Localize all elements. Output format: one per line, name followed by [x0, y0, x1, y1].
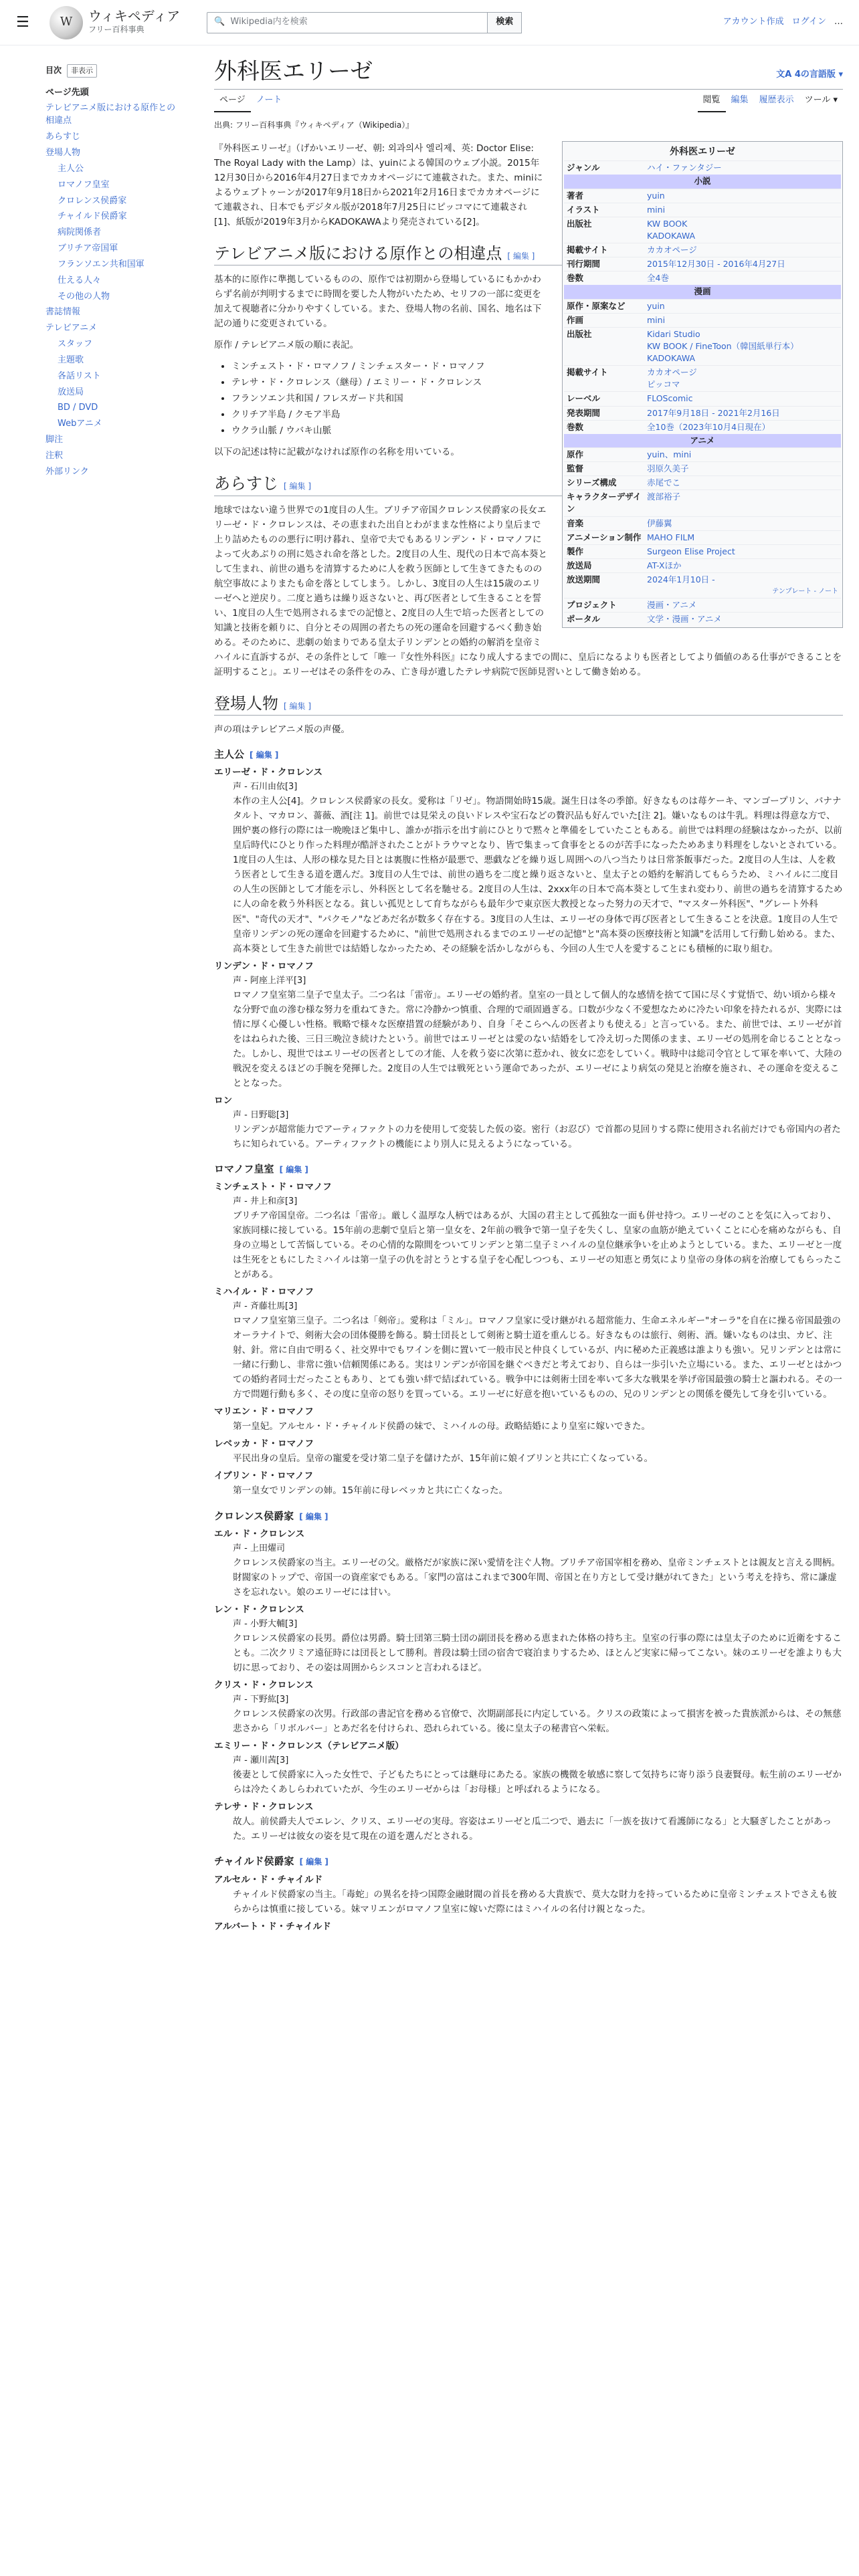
- toc-item[interactable]: [45, 354, 181, 367]
- infobox-key: イラスト: [567, 204, 600, 215]
- voice-actor: 声 - 上田燿司: [233, 1543, 285, 1553]
- edit-section-link[interactable]: [ 編集 ]: [280, 1165, 308, 1174]
- search-input[interactable]: [207, 12, 488, 33]
- toc-item-label: ブリチア帝国軍: [58, 243, 118, 254]
- toc-item-label: 登場人物: [45, 147, 81, 158]
- toc-item[interactable]: [45, 450, 181, 463]
- infobox-row: [564, 271, 841, 285]
- subsection-heading: [214, 1161, 843, 1177]
- language-selector[interactable]: 文A 4の言語版 ▾: [776, 70, 843, 80]
- toc-item[interactable]: [45, 275, 181, 288]
- infobox-key: 発表期間: [567, 407, 601, 418]
- character-list: [214, 1180, 843, 1498]
- toc-item-label: 注釈: [45, 451, 64, 461]
- infobox-row: [564, 299, 841, 313]
- infobox-row: [564, 313, 841, 327]
- character-name: ミハイル・ド・ロマノフ: [214, 1287, 314, 1298]
- toc-item[interactable]: [45, 291, 181, 304]
- translate-icon: 文A: [776, 70, 792, 80]
- infobox-row: [564, 391, 841, 405]
- infobox-value[interactable]: yuin、mini: [647, 449, 692, 459]
- edit-section-link[interactable]: [ 編集 ]: [507, 251, 535, 261]
- toc-item[interactable]: [45, 259, 181, 272]
- infobox-value[interactable]: 赤尾でこ: [647, 477, 681, 488]
- infobox-row: [564, 243, 841, 257]
- infobox-key: 作画: [567, 314, 584, 325]
- subsection-heading: [214, 1853, 843, 1869]
- tools-label: ツール: [804, 94, 831, 105]
- character-name: リンデン・ド・ロマノフ: [214, 960, 314, 972]
- infobox-key: 監督: [567, 463, 584, 474]
- voice-actor: 声 - 下野紘[3]: [233, 1695, 289, 1705]
- infobox-row: [564, 461, 841, 475]
- subsection-heading: [214, 1508, 843, 1524]
- wikipedia-globe-icon: W: [50, 6, 83, 39]
- paragraph: 原作 / テレビアニメ版の順に表記。: [214, 340, 359, 351]
- infobox-key: 出版社: [567, 218, 592, 229]
- toc-item[interactable]: [45, 227, 181, 239]
- infobox-row: [564, 475, 841, 490]
- character-name: レベッカ・ド・ロマノフ: [214, 1438, 314, 1450]
- character-description: 第一皇妃。アルセル・ド・チャイルド侯爵の妹で、ミハイルの母。政略結婚により皇室に嫁いできた。: [233, 1421, 651, 1432]
- tab-read[interactable]: 閲覧: [698, 94, 726, 112]
- character-description: チャイルド侯爵家の当主。「毒蛇」の異名を持つ国際金融財閥の首長を務める大貴族で、莫大な財力を持っているために皇帝ミンチェストでさえも彼らからは慎重に接している。妹マリエンがロマノフ皇室に嫁いだ際にはミハイルの名付け親となった。: [233, 1889, 837, 1915]
- voice-actor: 声 - 日野聡[3]: [233, 1109, 289, 1120]
- infobox-value[interactable]: mini: [647, 204, 666, 215]
- character-list: [214, 765, 843, 1152]
- search-form: [207, 12, 522, 33]
- character-name: エル・ド・クロレンス: [214, 1528, 305, 1539]
- infobox-row: [564, 217, 841, 243]
- character-name: クリス・ド・クロレンス: [214, 1680, 314, 1691]
- character-entry: [233, 1419, 843, 1434]
- character-name: アルバート・ド・チャイルド: [214, 1921, 331, 1932]
- infobox-row: [564, 406, 841, 420]
- tab-history[interactable]: 履歴表示: [759, 94, 794, 105]
- toc-item-label: ロマノフ皇室: [58, 179, 110, 190]
- infobox-value[interactable]: 2017年9月18日 - 2021年2月16日: [647, 407, 780, 418]
- toc-item-label: 病院関係者: [58, 227, 102, 238]
- infobox-section-header: 漫画: [564, 285, 841, 298]
- character-description: 後妻として侯爵家に入った女性で、子どもたちにとっては継母にあたる。家族の機微を敏感に察して気持ちに寄り添う良妻賢母。転生前のエリーゼからは冷たくあしらわれていたが、今生のエリーゼからは「お母様」と呼ばれるようになる。: [233, 1769, 842, 1796]
- subsection-title: チャイルド侯爵家: [214, 1855, 294, 1868]
- infobox-row: [564, 189, 841, 203]
- subsection-title: 主人公: [214, 748, 245, 761]
- toc-item-label: あらすじ: [45, 132, 81, 142]
- section-title: 登場人物: [214, 695, 278, 713]
- toc-item-label: テレビアニメ版における原作との相違点: [45, 103, 176, 126]
- toc-item[interactable]: [45, 370, 181, 383]
- page-tabs: [214, 94, 843, 112]
- toc-item[interactable]: [45, 434, 181, 447]
- toc-item-label: 主人公: [58, 163, 84, 174]
- table-of-contents: [16, 45, 190, 1937]
- character-entry: [233, 1753, 843, 1797]
- page-title: 外科医エリーゼ: [214, 60, 373, 84]
- toc-item[interactable]: [45, 466, 181, 479]
- infobox-value[interactable]: yuin: [647, 190, 665, 201]
- infobox-row: [564, 365, 841, 391]
- toc-item[interactable]: [45, 179, 181, 192]
- voice-actor: 声 - 小野大輔[3]: [233, 1618, 298, 1629]
- infobox-row: [564, 447, 841, 461]
- search-placeholder: Wikipedia内を検索: [230, 17, 308, 27]
- infobox-key: キャラクターデザイン: [567, 492, 642, 514]
- section-title: あらすじ: [214, 475, 278, 494]
- toc-item[interactable]: [45, 402, 181, 415]
- infobox: [562, 141, 843, 628]
- infobox-value[interactable]: 渡部裕子: [647, 492, 681, 502]
- toc-item-label: 書誌情報: [45, 307, 81, 318]
- character-entry: [233, 1541, 843, 1600]
- infobox-value[interactable]: 漫画・アニメ: [647, 599, 697, 610]
- character-name: エミリー・ド・クロレンス（テレビアニメ版）: [214, 1741, 404, 1752]
- subsection-heading: [214, 746, 843, 762]
- infobox-value[interactable]: Surgeon Elise Project: [647, 546, 735, 556]
- infobox-value[interactable]: AT-Xほか: [647, 560, 682, 570]
- character-name: ミンチェスト・ド・ロマノフ: [214, 1182, 332, 1193]
- character-description: リンデンが超常能力でアーティファクトの力を使用して変装した仮の姿。密行（お忍び）で首都の見回りする際に使用され名前だけでも帝国内の者たちに知られている。アーティファクトの機能により別人に見えるようになっている。: [233, 1123, 841, 1150]
- infobox-key: ポータル: [567, 613, 601, 624]
- toc-item[interactable]: [45, 131, 181, 144]
- toc-item-label: フランソエン共和国軍: [58, 259, 145, 270]
- character-entry: [233, 1451, 843, 1466]
- toc-item-label: テレビアニメ: [45, 323, 98, 334]
- template-link[interactable]: テンプレート - ノート: [772, 588, 838, 596]
- infobox-key: 原作・原案など: [567, 300, 626, 311]
- toc-item-label: その他の人物: [58, 291, 110, 302]
- toc-item-label: 仕える人々: [58, 275, 102, 286]
- site-logo[interactable]: [50, 6, 180, 39]
- voice-actor: 声 - 斉藤壮馬[3]: [233, 1301, 298, 1312]
- toc-item[interactable]: [45, 163, 181, 176]
- infobox-key: 出版社: [567, 328, 592, 339]
- list-item: • フランソエン共和国 / フレスガード共和国: [231, 391, 843, 406]
- toc-item-label: 各話リスト: [58, 370, 101, 381]
- toc-item-label: チャイルド侯爵家: [58, 211, 127, 222]
- toc-item[interactable]: [45, 387, 181, 399]
- character-name: アルセル・ド・チャイルド: [214, 1874, 323, 1885]
- infobox-value[interactable]: yuin: [647, 300, 665, 311]
- article-source: 出典: フリー百科事典『ウィキペディア（Wikipedia）』: [214, 120, 414, 130]
- synopsis-paragraph: 地球ではない違う世界での1度目の人生。ブリチア帝国クロレンス侯爵家の長女エリーゼ・ド・クロレンスは、その恵まれた出自とわがままな性格により皇后まで上り詰めたものの悪行に明け暮れ、皇帝で夫でもあるリンデン・ド・ロマノフによって火あぶりの刑に処され命を落とした。2度目の人生、現代の日本で高本葵として生まれ、前世の過ちを清算するために人を救う医師として生きてきたものの航空事故によりまたも命を落としてしまう。しかし、3度目の人生は15歳のエリーゼへと逆戻り。二度と過ちは繰り返さないと、再び医者として生きることを誓い、1度目の人生で処刑されるまでの記憶と、2度目の人生で培った医者としての知識と技術を頼りに、自分とその周囲の者たちの死の運命を回避するべく動き始める。そのために、悲劇の始まりである皇太子リンデンとの婚約の解消を皇帝ミハイルに直訴するが、その条件として「唯一『女性外科医』になり成人するまでの間に、皇后になるよりも医者としてより価値のある仕事ができることを証明すること」。エリーゼはその条件をのみ、亡き母が遺したテレサ病院で医師見習いとして働き始める。: [214, 504, 842, 677]
- infobox-row: [564, 327, 841, 365]
- list-item: • ミンチェスト・ド・ロマノフ / ミンチェスター・ド・ロマノフ: [231, 359, 843, 374]
- login-link[interactable]: ログイン: [791, 17, 826, 27]
- infobox-key: 音楽: [567, 518, 584, 528]
- character-entry: [233, 780, 843, 956]
- infobox-row: [564, 160, 841, 175]
- search-icon: 🔍: [214, 17, 225, 27]
- list-item: • ウクラ山脈 / ウバキ山脈: [231, 423, 843, 438]
- infobox-row: [564, 612, 841, 626]
- character-description: ロマノフ皇室第三皇子。二つ名は「剣帝」。愛称は「ミル」。ロマノフ皇家に受け継がれる超常能力、生命エネルギー"オーラ"を自在に操る帝国最強のオーラナイトで、剣術大会の団体優勝を飾る。騎士団長として剣術と騎士道を重んじる。好きなものは旅行、剣術、酒。嫌いなものは虫、カビ、注射、針。常に自由で明るく、社交界中でもワインを側に置いて一般市民と仲良くしているが、内に秘めた正義感は誰よりも強い。兄リンデンとは常に一緒に行動し、非常に強い信頼関係にある。実はリンデンが帝国を継ぐべきだと考えており、自らは一歩引いた立場にいる。また、エリーゼとはかつての婚約者同士だったこともあり、とても強い絆で結ばれている。戦争中には剣術士団を率いて多大な戦果を挙げ帝国最強の騎士と謳われる。その一方で問題行動も多く、その度に皇帝の怒りを買っている。エリーゼに好意を抱いているものの、兄のリンデンとの関係を優先して身を引いている。: [233, 1315, 842, 1400]
- infobox-value[interactable]: Kidari Studio KW BOOK / FineToon（韓国紙単行本） KADOKAWA: [647, 328, 799, 364]
- infobox-value[interactable]: mini: [647, 314, 666, 325]
- more-options-icon[interactable]: …: [834, 17, 843, 27]
- main-menu-icon[interactable]: ☰: [16, 13, 29, 31]
- edit-section-link[interactable]: [ 編集 ]: [284, 481, 311, 491]
- infobox-title: 外科医エリーゼ: [670, 146, 735, 157]
- character-entry: [233, 1887, 843, 1917]
- character-entry: [233, 974, 843, 1091]
- toc-item[interactable]: [45, 338, 181, 351]
- main-content: [190, 45, 843, 1937]
- character-name: マリエン・ド・ロマノフ: [214, 1406, 314, 1418]
- search-button[interactable]: 検索: [488, 12, 522, 33]
- voice-actor: 声 - 井上和彦[3]: [233, 1196, 298, 1207]
- infobox-row: [564, 420, 841, 434]
- infobox-row: [564, 530, 841, 544]
- infobox-row: [564, 598, 841, 612]
- infobox-key: 巻数: [567, 421, 584, 432]
- infobox-value[interactable]: MAHO FILM: [647, 532, 695, 542]
- infobox-value[interactable]: 2015年12月30日 - 2016年4月27日: [647, 259, 785, 270]
- infobox-value[interactable]: FLOScomic: [647, 393, 693, 404]
- toc-item[interactable]: [45, 243, 181, 255]
- voice-actor: 声 - 石川由依[3]: [233, 782, 298, 792]
- character-name: レン・ド・クロレンス: [214, 1604, 304, 1615]
- list-item: • テレサ・ド・クロレンス（継母）/ エミリー・ド・クロレンス: [231, 375, 843, 390]
- voice-actor: 声 - 阿座上洋平[3]: [233, 975, 306, 986]
- toc-heading: 目次: [45, 66, 62, 76]
- tab-page[interactable]: ページ: [214, 94, 251, 112]
- character-entry: [233, 1814, 843, 1844]
- character-entry: [233, 1617, 843, 1675]
- character-entry: [233, 1299, 843, 1402]
- character-description: 平民出身の皇后。皇帝の寵愛を受け第二皇子を儲けたが、15年前に娘イブリンと共に亡くなっている。: [233, 1453, 654, 1465]
- character-list: [214, 1872, 843, 1934]
- infobox-key: 原作: [567, 449, 584, 459]
- character-description: クロレンス侯爵家の次男。行政部の書記官を務める官僚で、次期副部長に内定している。クリスの政策によって損害を被った貴族派からは、その無慈悲さから「リボルバー」とあだ名を付けられ、恐れられている。後に皇太子の秘書官へ栄転。: [233, 1709, 842, 1735]
- character-description: クロレンス侯爵家の当主。エリーゼの父。厳格だが家族に深い愛情を注ぐ人物。ブリチア帝国宰相を務め、皇帝ミンチェストとは親友と言える間柄。財閥家のトップで、帝国一の資産家でもある。「家門の富はこれまで300年間、帝国と在り方として受け継がれてきた」という考えを持ち、常に謙虚さを忘れない。娘のエリーゼには甘い。: [233, 1557, 840, 1598]
- logo-subtitle: フリー百科事典: [88, 24, 145, 34]
- create-account-link[interactable]: アカウント作成: [723, 17, 784, 27]
- subsection-title: ロマノフ皇室: [214, 1162, 274, 1175]
- infobox-row: [564, 257, 841, 271]
- infobox-value[interactable]: 伊藤翼: [647, 518, 672, 528]
- character-description: ロマノフ皇室第二皇子で皇太子。二つ名は「雷帝」。エリーゼの婚約者。皇室の一員として個人的な感情を捨てて国に尽くす覚悟で、幼い頃から様々な分野で血の滲む様な努力を重ねてきた。常に冷静かつ慎重、合理的で頑固過ぎる。口数が少なく不愛想なために冷たい印象を持たれるが、実際には情に厚く心優しい性格。戦略で様々な医療措置の経験があり、自身「そこらへんの医者よりも使える」と言っている。また、前世では、エリーゼが首をはねられた後、三日三晩泣き続けたという。前世ではエリーゼとは愛のない結婚をして冷え切った関係のまま、エリーゼの処刑を命じることとなった。しかし、現世ではエリーゼの医者としての才能、人を救う姿に次第に惹かれ、彼女に恋をしていく。戦時中は総司令官として軍を率いて、大陸の戦況を変えるほどの手腕を発揮した。2度目の人生では戦死という運命であったが、エリーゼにより病気の発見と治療を施され、その運命を変えることとなった。: [233, 989, 842, 1089]
- toc-item[interactable]: [45, 306, 181, 319]
- character-list: [214, 1527, 843, 1844]
- section-heading: [214, 694, 843, 716]
- infobox-value[interactable]: KW BOOK KADOKAWA: [647, 218, 696, 241]
- character-description: 本作の主人公[4]。クロレンス侯爵家の長女。愛称は「リゼ」。物語開始時15歳。誕生日は冬の季節。好きなものは苺ケーキ、マンゴープリン、バナナタルト、マカロン、薔薇、酒[注 1]。前世では見栄えの良いドレスや宝石などの贅沢品も好んでいた[注 2]。嫌いなものは牛乳。料理は得意な方で、囲炉裏の修行の際には一晩晩ほど集中し、誰かが指示を出す前にひとりで黙々と準備をしていたこともある。前世では料理の経験はなかったが、以前皇后時代にひとり作った料理が酷評されたことがトラウマとなり、皆で集まって食事をとるのが苦手になったためあまり料理をしないとされている。1度目の人生は、人形の様な見た目とは裏腹に性格が最悪で、悪戯などを繰り返し周囲への八つ当たりは日常茶飯事だった。2度目の人生は、人を救う医者として生きる道を選んだ。3度目の人生では、前世の過ちを二度と繰り返さないと、皇太子との婚約を解消してもらうため、ミハイルに二度目の人生の医師として才能を示し、外科医として名を馳せる。2度目の人生は、2xxx年の日本で高本葵として生まれ変わり、前世の過ちを清算するために人の命を救う外科医となる。貧しい孤児として育ちながらも最年少で東京医大教授となった努力の天才で、"マスター外科医"、"グレート外科医"、"奇代の天才"、"パクモノ"などあだ名が数多く存在する。3度目の人生は、エリーゼの身体で再び医者として生きることを決意。1度目の人生で皇帝リンデンの死の運命を回避するために、"前世で処刑されるまでのエリーゼの記憶"と"高本葵の医療技術と知識"を活用して行動し始める。また、高本葵として生きた前世では結婚しなかったため、その経験を活かしながらも、今回の人生で人を愛することにも積極的に取り組む。: [233, 796, 843, 954]
- toc-item[interactable]: [45, 87, 181, 100]
- toc-item-label: Webアニメ: [58, 419, 102, 429]
- character-entry: [233, 1693, 843, 1736]
- logo-title: ウィキペディア: [88, 7, 181, 24]
- infobox-row: [564, 516, 841, 530]
- infobox-row: [564, 558, 841, 572]
- subsection-title: クロレンス侯爵家: [214, 1509, 294, 1522]
- infobox-key: プロジェクト: [567, 599, 617, 610]
- infobox-value[interactable]: ハイ・ファンタジー: [647, 163, 722, 173]
- character-name: ロン: [214, 1095, 233, 1106]
- infobox-value[interactable]: 2024年1月10日 -: [647, 574, 715, 585]
- toc-item[interactable]: [45, 418, 181, 431]
- infobox-key: ジャンル: [567, 163, 600, 173]
- site-header: [0, 0, 859, 45]
- infobox-key: レーベル: [567, 393, 601, 404]
- intro-paragraph: 『外科医エリーゼ』（げかいエリーゼ、朝: 외과의사 엘리제、英: Doctor Elise: The Royal Lady with the Lamp）は、yuinによる韓国のウェブ小説。2015年12月30日から2016年4月27日までカカオページにて連載された。また、miniによるウェブトゥーンが2017年9月18日から2021年2月16日までカカオページにて連載され、日本でもデジタル版が2018年7月25日にピッコマにて連載され[1]、紙版が2019年3月からKADOKAWAより発売されている[2]。: [214, 142, 543, 228]
- toc-item-label: クロレンス侯爵家: [58, 195, 127, 206]
- edit-section-link[interactable]: [ 編集 ]: [284, 702, 311, 711]
- tab-edit[interactable]: 編集: [731, 94, 749, 105]
- infobox-key: 巻数: [567, 273, 584, 284]
- infobox-row: [564, 490, 841, 516]
- toc-item-label: 放送局: [58, 387, 84, 397]
- infobox-section-header: 小説: [564, 175, 841, 188]
- infobox-key: 掲載サイト: [567, 367, 608, 378]
- toc-item-label: 外部リンク: [45, 466, 89, 477]
- character-description: ブリチア帝国皇帝。二つ名は「雷帝」。厳しく温厚な人柄ではあるが、大国の君主として孤独な一面も併せ持つ。エリーゼのことを気に入っており、家族同様に接している。15年前の悲劇で皇后と第一皇女を、2年前の戦争で第一皇子を失くし、皇家の血筋が絶えていくことに心を痛めながらも、自身の立場として苦悩している。その心情的な隙間をついてリンデンと第二皇子ミハイルの皇位継承争いを止めようとしている。また、エリーゼと一度は生死をともにしたミハイルは第一皇子の仇を討とうとする皇子を心配しつつも、エリーゼの知恵と勇気により皇帝の身体の病を治療してもらったことがある。: [233, 1210, 842, 1281]
- tab-tools[interactable]: ツール ▾: [804, 94, 838, 105]
- infobox-value[interactable]: カカオページ ピッコマ: [647, 367, 697, 390]
- toc-item[interactable]: [45, 147, 181, 160]
- toc-item[interactable]: [45, 195, 181, 208]
- character-entry: [233, 1108, 843, 1152]
- infobox-key: 著者: [567, 190, 584, 201]
- infobox-value[interactable]: カカオページ: [647, 245, 697, 255]
- character-name: テレサ・ド・クロレンス: [214, 1802, 314, 1813]
- toc-item[interactable]: [45, 102, 181, 128]
- infobox-key: 製作: [567, 546, 584, 556]
- toc-item[interactable]: [45, 322, 181, 335]
- language-count: 4の言語版: [794, 70, 836, 80]
- infobox-key: 放送期間: [567, 574, 601, 585]
- edit-section-link[interactable]: [ 編集 ]: [299, 1512, 328, 1521]
- infobox-row: [564, 203, 841, 217]
- tab-talk[interactable]: ノート: [256, 94, 282, 105]
- infobox-key: 放送局: [567, 560, 592, 570]
- character-entry: [233, 1194, 843, 1282]
- toc-item-label: BD / DVD: [58, 403, 98, 413]
- toc-hide-button[interactable]: 非表示: [67, 64, 97, 78]
- edit-section-link[interactable]: [ 編集 ]: [250, 750, 278, 760]
- paragraph: 基本的に原作に準拠しているものの、原作では初期から登場しているにもかかわらず名前が判明するまでに時間を要した人物がいたため、セリフの一部に変更を加えて視聴者に分かりやすくしている。また、登場人物の名前、国名、地名は下記の通りに変更されている。: [214, 274, 542, 330]
- edit-section-link[interactable]: [ 編集 ]: [300, 1857, 328, 1866]
- character-description: クロレンス侯爵家の長男。爵位は男爵。騎士団第三騎士団の副団長を務める恵まれた体格の持ち主。皇室の行事の際には皇太子のために近衛をすることも。二次クリミア遠征時には団長として勝利。普段は騎士団の宿舎で寝泊まりするため、ほとんど実家に帰ってこない。妹のエリーゼを誰よりも大切に思っており、その姿は周囲からシスコンと言われるほど。: [233, 1632, 842, 1673]
- list-item: • クリチア半島 / クモア半島: [231, 407, 843, 422]
- infobox-section-header: アニメ: [564, 434, 841, 447]
- toc-item-label: 主題歌: [58, 354, 84, 365]
- infobox-value[interactable]: 文学・漫画・アニメ: [647, 613, 722, 624]
- infobox-value[interactable]: 全4巻: [647, 273, 669, 284]
- character-entry: [233, 1483, 843, 1498]
- toc-item[interactable]: [45, 211, 181, 223]
- infobox-key: 刊行期間: [567, 259, 601, 270]
- character-name: イブリン・ド・ロマノフ: [214, 1471, 314, 1482]
- character-description: 第一皇女でリンデンの姉。15年前に母レベッカと共に亡くなった。: [233, 1485, 508, 1497]
- infobox-key: アニメーション制作: [567, 532, 642, 542]
- infobox-key: シリーズ構成: [567, 477, 617, 488]
- toc-item-label: スタッフ: [58, 339, 93, 350]
- paragraph: 声の項はテレビアニメ版の声優。: [214, 724, 350, 735]
- toc-item-label: 脚注: [45, 435, 64, 445]
- voice-actor: 声 - 瀬川茜[3]: [233, 1755, 289, 1766]
- infobox-row: [564, 544, 841, 558]
- toc-item-label: ページ先頭: [45, 87, 89, 98]
- character-name: エリーゼ・ド・クロレンス: [214, 767, 323, 778]
- infobox-value[interactable]: 全10巻（2023年10月4日現在）: [647, 421, 771, 432]
- infobox-key: 掲載サイト: [567, 245, 608, 255]
- infobox-value[interactable]: 羽原久美子: [647, 463, 689, 474]
- section-title: テレビアニメ版における原作との相違点: [214, 245, 502, 263]
- paragraph: 以下の記述は特に記載がなければ原作の名称を用いている。: [214, 447, 460, 458]
- infobox-row: [564, 572, 841, 586]
- character-description: 故人。前侯爵夫人でエレン、クリス、エリーゼの実母。容姿はエリーゼと瓜二つで、過去に「一族を抜けて看護師になる」と大騒ぎしたことがあった。エリーゼは彼女の姿を見て現在の道を選んだとされる。: [233, 1816, 832, 1842]
